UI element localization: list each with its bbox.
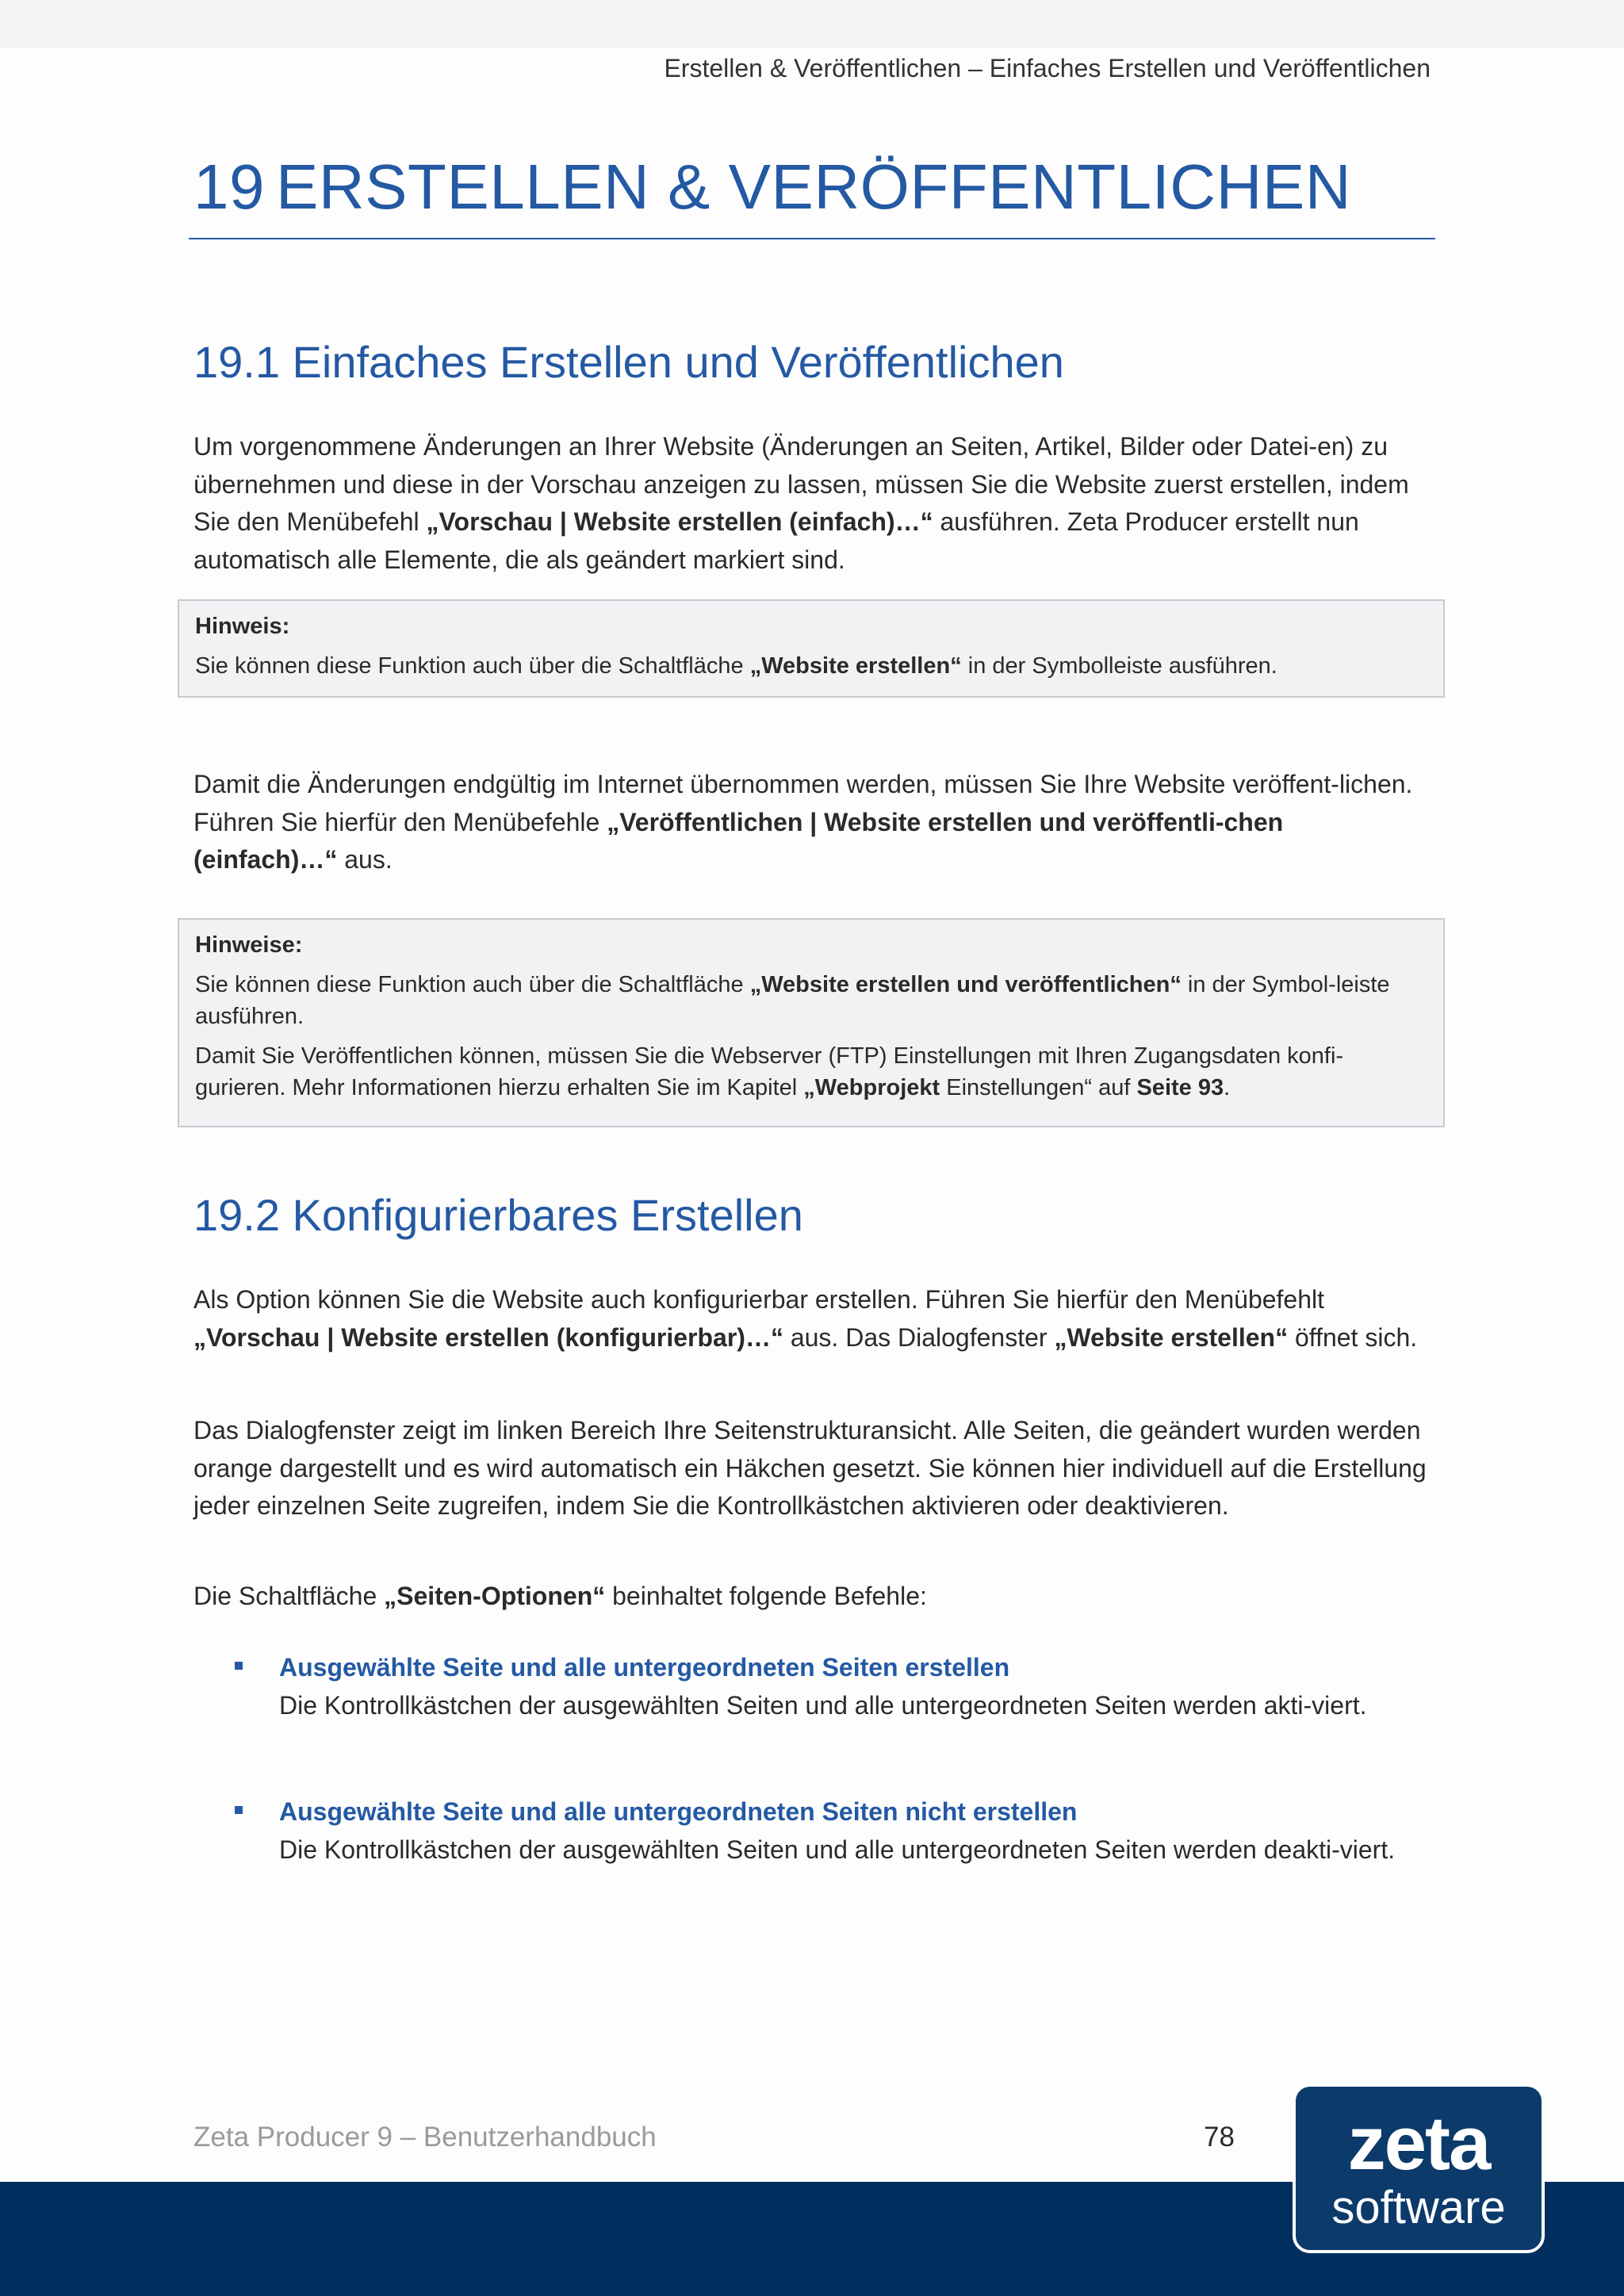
note-text-2 xyxy=(195,1040,1429,1104)
list-item-text: Die Kontrollkästchen der ausgewählten Seiten und alle untergeordneten Seiten werden akti-viert. xyxy=(279,1690,1367,1720)
bullet-marker xyxy=(235,1806,243,1814)
menu-command: „Vorschau | Website erstellen (einfach)…“ xyxy=(426,507,933,536)
text-run: in der Symbol-leiste ausführen. xyxy=(195,972,1390,1029)
logo-graphic xyxy=(1296,2087,1542,2250)
list-item-title: Ausgewählte Seite und alle untergeordneten Seiten erstellen xyxy=(279,1653,1010,1682)
text-run: . xyxy=(1224,1075,1231,1100)
page-reference: Seite 93 xyxy=(1136,1075,1224,1100)
text-run: aus. Das Dialogfenster xyxy=(783,1322,1055,1352)
running-header: Erstellen & Veröffentlichen – Einfaches Erstellen und Veröffentlichen xyxy=(664,54,1431,82)
text-run: Als Option können Sie die Website auch konfigurierbar erstellen. Führen Sie hierfür den Menübefehlt xyxy=(193,1285,1325,1314)
menu-command: „Veröffentlichen | Website erstellen und veröffentli-chen (einfach)…“ xyxy=(193,807,1284,874)
text-run: Sie können diese Funktion auch über die Schaltfläche xyxy=(195,972,750,997)
note-title: Hinweise: xyxy=(195,932,303,958)
text-run: Die Schaltfläche xyxy=(193,1582,385,1610)
text-run: ausführen. Zeta Producer erstellt nun automatisch alle Elemente, die als geändert markiert sind. xyxy=(193,507,1359,574)
note-title: Hinweis: xyxy=(195,614,290,639)
section2-paragraph-2: Das Dialogfenster zeigt im linken Bereich Ihre Seitenstrukturansicht. Alle Seiten, die geändert wurden werden orange dargestellt und es wird automatisch ein Häkchen gesetzt. Sie können hier individuell auf die Erstellung jeder einzelnen Seite zugreifen, indem Sie die Kontrollkästchen aktivieren oder deaktivieren. xyxy=(193,1416,1427,1520)
top-band xyxy=(0,0,1624,48)
text-run: in der Symbolleiste ausführen. xyxy=(961,653,1277,679)
section-title-19-2: 19.2 Konfigurierbares Erstellen xyxy=(193,1190,803,1240)
text-run: beinhaltet folgende Befehle: xyxy=(605,1582,927,1610)
list-item xyxy=(235,1793,1440,1869)
note-box-1 xyxy=(178,599,1445,698)
text-run: Einstellungen“ auf xyxy=(940,1075,1137,1100)
text-run: Um vorgenommene Änderungen an Ihrer Website (Änderungen an Seiten, Artikel, Bilder oder Datei-en) zu übernehmen und diese in der Vorschau anzeigen zu lassen, müssen Sie die Website zuerst erstellen, indem Sie den Menübefehl xyxy=(193,432,1409,536)
chapter-title xyxy=(193,151,1351,224)
note-text-1 xyxy=(195,969,1429,1032)
text-run: aus. xyxy=(337,845,393,874)
dialog-name: „Website erstellen“ xyxy=(1054,1322,1289,1352)
text-run: Sie können diese Funktion auch über die Schaltfläche xyxy=(195,653,750,679)
text-run: öffnet sich. xyxy=(1288,1322,1418,1352)
menu-command: „Vorschau | Website erstellen (konfigurierbar)…“ xyxy=(193,1322,783,1352)
logo-wordmark-software: software xyxy=(1331,2182,1506,2233)
chapter-divider xyxy=(189,238,1435,239)
section1-paragraph-1 xyxy=(193,428,1431,579)
note-box-2 xyxy=(178,918,1445,1127)
chapter-title-text: ERSTELLEN & VERÖFFENTLICHEN xyxy=(275,151,1351,222)
page-number: 78 xyxy=(1204,2122,1235,2152)
text-run: Damit die Änderungen endgültig im Internet übernommen werden, müssen Sie Ihre Website veröffent-lichen. Führen Sie hierfür den Menübefehle xyxy=(193,770,1413,836)
chapter-reference: „Webprojekt xyxy=(803,1075,940,1100)
logo-wordmark-zeta: zeta xyxy=(1347,2101,1490,2186)
button-name: „Website erstellen“ xyxy=(749,653,962,679)
list-item-title: Ausgewählte Seite und alle untergeordneten Seiten nicht erstellen xyxy=(279,1797,1078,1826)
section2-paragraph-3 xyxy=(193,1578,1431,1616)
section2-paragraph-1 xyxy=(193,1281,1431,1357)
bullet-marker xyxy=(235,1662,243,1670)
section-title-19-1: 19.1 Einfaches Erstellen und Veröffentlichen xyxy=(193,337,1064,387)
list-item-text: Die Kontrollkästchen der ausgewählten Seiten und alle untergeordneten Seiten werden deakti-viert. xyxy=(279,1835,1396,1864)
section1-paragraph-2 xyxy=(193,766,1431,879)
button-name: „Website erstellen und veröffentlichen“ xyxy=(749,972,1182,997)
note-text xyxy=(195,650,1429,682)
list-item xyxy=(235,1649,1440,1724)
footer-book-title: Zeta Producer 9 – Benutzerhandbuch xyxy=(193,2122,657,2152)
zeta-software-logo xyxy=(1293,2084,1545,2253)
button-name: „Seiten-Optionen“ xyxy=(384,1582,606,1610)
chapter-number: 19 xyxy=(193,151,265,222)
text-run: Damit Sie Veröffentlichen können, müssen Sie die Webserver (FTP) Einstellungen mit Ihren Zugangsdaten konfi-gurieren. Mehr Informationen hierzu erhalten Sie im Kapitel xyxy=(195,1043,1344,1100)
